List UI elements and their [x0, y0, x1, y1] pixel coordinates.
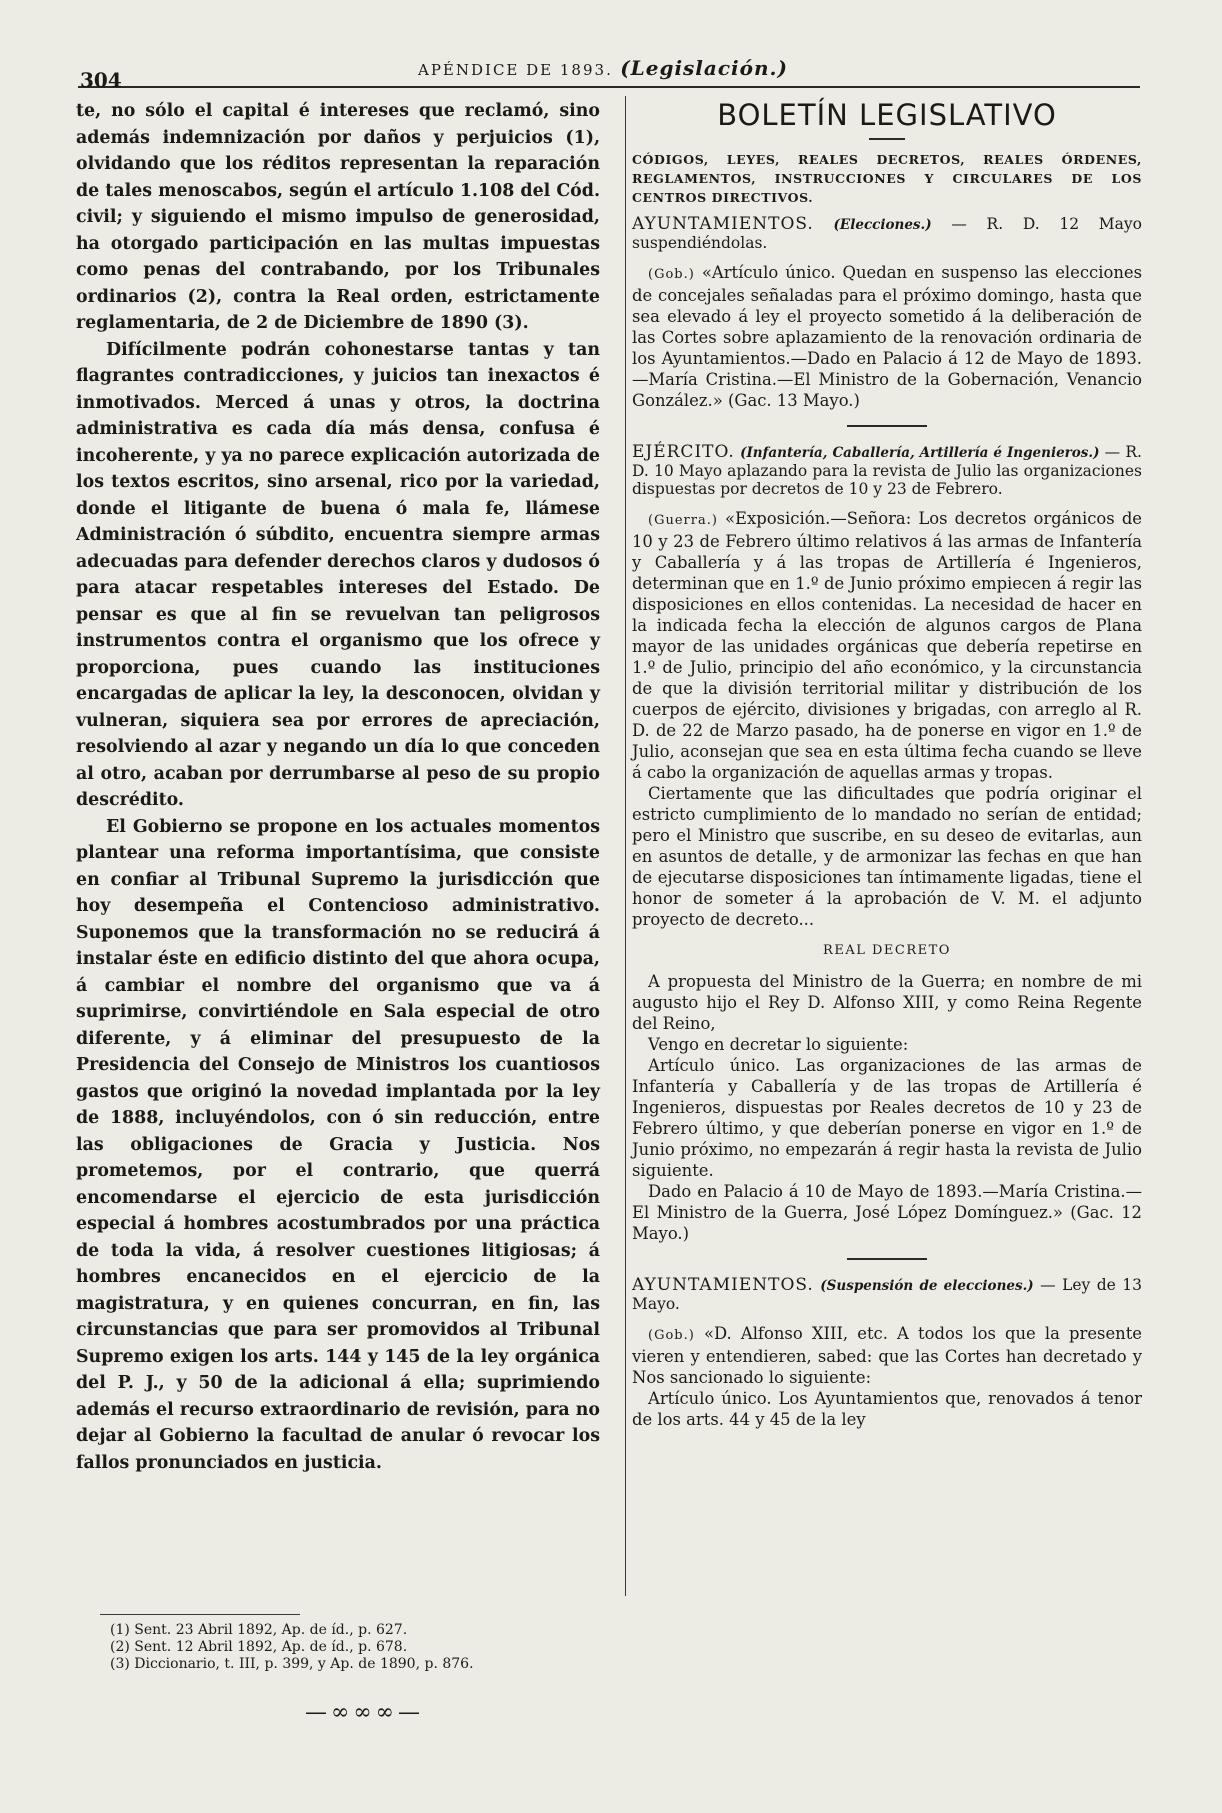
footnote: (2) Sent. 12 Abril 1892, Ap. de íd., p. 678. [110, 1639, 408, 1655]
footnote-rule [100, 1614, 300, 1615]
entry-qualifier: (Elecciones.) [833, 217, 932, 233]
decree-paragraph: A propuesta del Ministro de la Guerra; en nombre de mi augusto hijo el Rey D. Alfonso XIII, y como Reina Regente del Reino, [632, 972, 1142, 1033]
decree-heading: REAL DECRETO [823, 943, 951, 958]
entry-paragraph: Ciertamente que las dificultades que podría originar el estricto cumplimiento de lo mandado no serían de entidad; pero el Ministro que suscribe, en su deseo de evitarlas, aun en asuntos de detalle, y de armonizar las fechas en que han de ejecutarse disposiciones tan íntimamente ligadas, tiene el honor de someter á la aprobación de V. M. el adjunto proyecto de decreto... [632, 784, 1142, 929]
footnote: (1) Sent. 23 Abril 1892, Ap. de íd., p. 627. [110, 1622, 408, 1638]
left-column [76, 98, 600, 1476]
bulletin-title: BOLETÍN LEGISLATIVO [717, 98, 1057, 132]
entry-summary: Ley de 13 Mayo. [632, 1276, 1142, 1313]
left-paragraph: El Gobierno se propone en los actuales momentos plantear una reforma importantísima, que consiste en confiar al Tribunal Supremo la jurisdicción que hoy desempeña el Contencioso administrativo. Suponemos que la transformación no se reducirá á instalar éste en edificio distinto del que ahora ocupa, á cambiar el nombre del organismo que va á suprimirse, convirtiéndole en Sala especial de otro diferente, y á eliminar del presupuesto de la Presidencia del Consejo de Ministros los cuantiosos gastos que originó la novedad implantada por la ley de 1888, incluyéndolos, con ó sin reducción, entre las obligaciones de Gracia y Justicia. Nos prometemos, por el contrario, que querrá encomendarse el ejercicio de esta jurisdicción especial á hombres acostumbrados por una práctica de toda la vida, á resolver cuestiones litigiosas; á hombres encanecidos en el ejercicio de la magistratura, y en quienes concurran, en fin, las circunstancias que para ser promovidos al Tribunal Supremo exigen los arts. 144 y 145 de la ley orgánica del P. J., y 50 de la adicional á ella; suprimiendo además el recurso extraordinario de revisión, para no dejar al Gobierno la facultad de anular ó revocar los fallos pronunciados en justicia. [76, 816, 600, 1473]
entry-source: (Guerra.) [648, 513, 718, 528]
entry-heading: AYUNTAMIENTOS. (Suspensión de elecciones.) — Ley de 13 Mayo. [632, 1275, 1142, 1313]
running-head [418, 56, 788, 80]
entry-text: «Exposición.—Señora: Los decretos orgánicos de 10 y 23 de Febrero último relativos á las armas de Infantería y Caballería y á las tropas de Artillería é Ingenieros, determinan que en 1.º de Junio próximo empiecen á regir las disposiciones en ellos contenidas. La necesidad de hacer en la indicada fecha la elección de algunos cargos de Plana mayor de las unidades orgánicas que debería repetirse en 1.º de Julio, principio del año económico, y la circunstancia de que la división territorial militar y distribución de los cuerpos de ejército, divisiones y brigadas, con arreglo al R. D. de 22 de Marzo pasado, ha de ponerse en vigor en 1.º de Julio, aconsejan que sea en esta última fecha cuando se lleve á cabo la organización de aquellas armas y tropas. [632, 509, 1143, 782]
entry-heading: AYUNTAMIENTOS. (Elecciones.) — R. D. 12 Mayo suspendiéndolas. [632, 214, 1142, 252]
entry-source: (Gob.) [648, 267, 695, 282]
entry-summary: R. D. 10 Mayo aplazando para la revista de Julio las organizaciones dispuestas por decretos de 10 y 23 de Febrero. [632, 443, 1142, 498]
running-head-prefix: APÉNDICE DE 1893. [418, 61, 613, 79]
entry-body [632, 262, 1142, 411]
entry-keyword: EJÉRCITO. [632, 442, 735, 462]
page-number: 304 [80, 68, 122, 92]
entry-text: «D. Alfonso XIII, etc. A todos los que la presente vieren y entendieren, sabed: que las Cortes han decretado y Nos sancionado lo siguiente: [632, 1324, 1142, 1387]
section-separator [847, 425, 927, 427]
entry-summary: R. D. 12 Mayo suspendiéndolas. [632, 215, 1142, 252]
section-separator [847, 1258, 927, 1260]
right-column [632, 96, 1142, 1430]
decree-paragraph: Dado en Palacio á 10 de Mayo de 1893.—María Cristina.—El Ministro de la Guerra, José López Domínguez.» (Gac. 12 Mayo.) [632, 1182, 1142, 1243]
running-head-italic: (Legislación.) [620, 56, 788, 80]
entry-paragraph: Artículo único. Los Ayuntamientos que, renovados á tenor de los arts. 44 y 45 de la ley [632, 1389, 1142, 1429]
left-paragraph: Difícilmente podrán cohonestarse tantas y tan flagrantes contradicciones, y juicios tan inexactos é inmotivados. Merced á unas y otros, la doctrina administrativa es cada día más densa, confusa é incoherente, y ya no parece explicación autorizada de los textos escritos, sino arsenal, rico por la variedad, donde el litigante de buena ó mala fe, llámese Administración ó súbdito, encuentra siempre armas adecuadas para defender derechos claros y dudosos ó para atacar respetables intereses del Estado. De pensar es que al fin se revuelvan tan peligrosos instrumentos contra el organismo que los ofrece y proporciona, pues cuando las instituciones encargadas de aplicar la ley, la desconocen, olvidan y vulneran, siquiera sea por errores de apreciación, resolviendo al azar y negando un día lo que conceden al otro, acaban por derrumbarse al peso de su propio descrédito. [76, 339, 600, 810]
page-header [78, 50, 1140, 92]
footnotes [110, 1622, 610, 1673]
entry-body [632, 1323, 1142, 1388]
entry-body [632, 508, 1142, 783]
column-divider [625, 96, 626, 1596]
end-ornament: —∞∞∞— [305, 1700, 424, 1725]
bulletin-subtitle: CÓDIGOS, LEYES, REALES DECRETOS, REALES ÓRDENES, REGLAMENTOS, INSTRUCCIONES Y CIRCULARES DE LOS CENTROS DIRECTIVOS. [632, 152, 1142, 205]
entry-keyword: AYUNTAMIENTOS. [632, 1275, 814, 1295]
entry-text: «Artículo único. Quedan en suspenso las elecciones de concejales señaladas para el próximo domingo, hasta que sea elevado á ley el proyecto sometido á la deliberación de las Cortes sobre aplazamiento de la renovación ordinaria de los Ayuntamientos.—Dado en Palacio á 12 de Mayo de 1893.—María Cristina.—El Ministro de la Gobernación, Venancio González.» (Gac. 13 Mayo.) [632, 263, 1142, 410]
entry-qualifier: (Suspensión de elecciones.) [820, 1278, 1034, 1294]
title-rule [869, 138, 905, 140]
decree-paragraph: Vengo en decretar lo siguiente: [648, 1035, 909, 1054]
entry-source: (Gob.) [648, 1328, 695, 1343]
footnote: (3) Diccionario, t. III, p. 399, y Ap. de 1890, p. 876. [110, 1656, 474, 1672]
decree-paragraph: Artículo único. Las organizaciones de las armas de Infantería y Caballería y de las tropas de Artillería é Ingenieros, dispuestas por Reales decretos de 10 y 23 de Febrero último, y que deberían ponerse en vigor en 1.º de Junio próximo, no empezarán á regir hasta la revista de Julio siguiente. [632, 1056, 1142, 1180]
entry-heading: EJÉRCITO. (Infantería, Caballería, Artillería é Ingenieros.) — R. D. 10 Mayo aplazando para la revista de Julio las organizaciones dispuestas por decretos de 10 y 23 de Febrero. [632, 442, 1142, 498]
entry-qualifier: (Infantería, Caballería, Artillería é Ingenieros.) [740, 445, 1100, 461]
entry-keyword: AYUNTAMIENTOS. [632, 214, 814, 234]
left-paragraph: te, no sólo el capital é intereses que reclamó, sino además indemnización por daños y perjuicios (1), olvidando que los réditos representan la reparación de tales menoscabos, según el artículo 1.108 del Cód. civil; y siguiendo el mismo impulso de generosidad, ha otorgado participación en las multas impuestas como penas del contrabando, por los Tribunales ordinarios (2), contra la Real orden, estrictamente reglamentaria, de 2 de Diciembre de 1890 (3). [76, 101, 600, 333]
